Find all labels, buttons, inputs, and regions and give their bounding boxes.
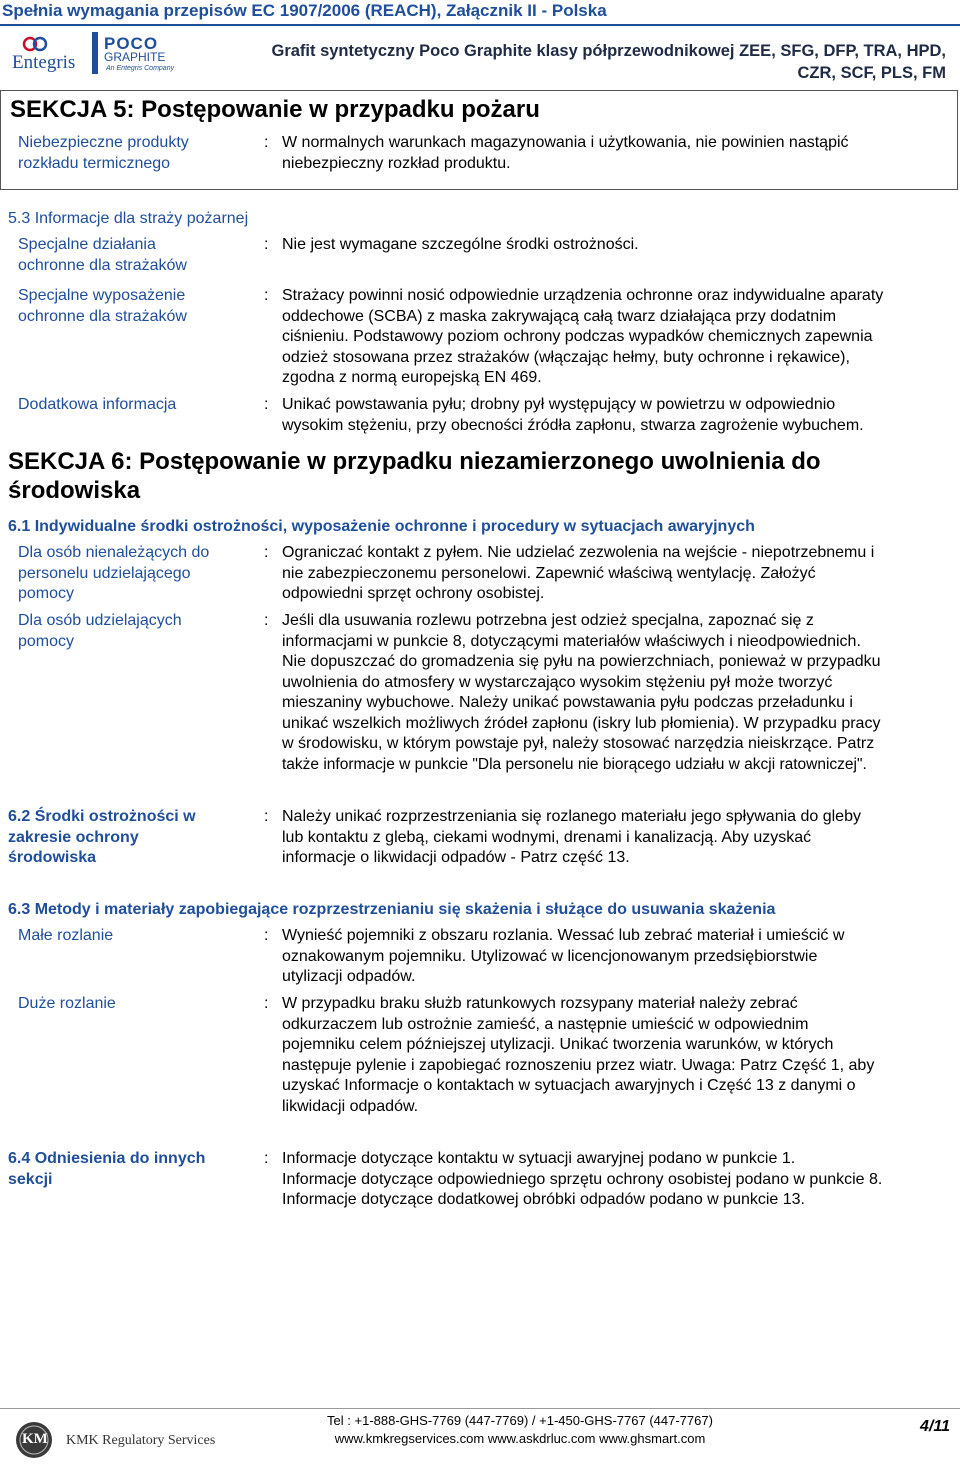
responders-l8: także informacje w punkcie "Dla personelu nie biorącego udziału w akcji ratowniczej". — [282, 755, 867, 773]
hazard-text — [282, 133, 849, 174]
large-spill-label: Duże rozlanie — [18, 995, 116, 1012]
product-title — [186, 40, 946, 84]
kmk-logo — [14, 1420, 224, 1460]
hazard-label-l2: rozkładu termicznego — [18, 154, 171, 172]
s62-label — [8, 807, 196, 869]
colon: : — [264, 544, 269, 561]
entegris-logo — [10, 32, 80, 72]
large-spill-l4: następuje pylenie i zapobiegać roznoszeniu przez wiatr. Uwaga: Patrz Część 1, aby — [282, 1056, 875, 1074]
small-spill-l1: Wynieść pojemniki z obszaru rozlania. Wessać lub zebrać materiał i umieścić w — [282, 927, 845, 944]
entegris-wordmark: Entegris — [12, 52, 76, 73]
s64-text-l2: Informacje dotyczące odpowiedniego sprzętu ochrony osobistej podano w punkcie 8. — [282, 1170, 883, 1188]
special-equipment-l1: Strażacy powinni nosić odpowiednie urządzenia ochronne oraz indywidualne aparaty — [282, 287, 884, 304]
small-spill-l3: utylizacji odpadów. — [282, 968, 416, 985]
footer-tel: Tel : +1-888-GHS-7769 (447-7769) / +1-450-GHS-7767 (447-7767) — [327, 1413, 713, 1428]
responders-l5: mieszaniny wybuchowe. Należy unikać powstawania pyłu podczas przeładunku i — [282, 694, 853, 711]
s64-label-l2: sekcji — [8, 1170, 53, 1188]
special-equipment-label-l1: Specjalne wyposażenie — [18, 287, 186, 304]
kmk-name: KMK Regulatory Services — [66, 1433, 216, 1448]
responders-l7: w środowisku, w którym powstaje pył, należy stosować narzędzia nieiskrzące. Patrz — [282, 735, 875, 752]
large-spill-l1: W przypadku braku służb ratunkowych rozsypany materiał należy zebrać — [282, 995, 798, 1012]
s62-label-l1: 6.2 Środki ostrożności w — [8, 808, 196, 825]
non-emergency-label — [18, 543, 209, 605]
responders-l6: unikać wszelkich możliwych źródeł zapłonu (iskry lub płomienia). W przypadku pracy — [282, 714, 881, 732]
non-emergency-l1: Ograniczać kontakt z pyłem. Nie udzielać zezwolenia na wejście - niepotrzebnemu i — [282, 544, 875, 561]
colon: : — [264, 236, 269, 253]
s62-text-l1: Należy unikać rozprzestrzeniania się rozlanego materiału jego spływania do gleby — [282, 808, 861, 825]
special-equipment-l5: zgodna z normą europejską EN 469. — [282, 369, 542, 386]
s61-title: 6.1 Indywidualne środki ostrożności, wyposażenie ochronne i procedury w sytuacjach awaryjnych — [8, 518, 755, 535]
s64-label — [8, 1149, 205, 1190]
poco-mid: GRAPHITE — [104, 50, 166, 64]
special-actions-text: Nie jest wymagane szczególne środki ostrożności. — [282, 236, 639, 253]
special-actions-label-l2: ochronne dla strażaków — [18, 256, 187, 274]
section5-title: SEKCJA 5: Postępowanie w przypadku pożaru — [10, 96, 540, 123]
colon: : — [264, 396, 269, 413]
additional-text-l1: Unikać powstawania pyłu; drobny pył występujący w powietrzu w odpowiednio — [282, 396, 836, 413]
small-spill-text — [282, 926, 844, 988]
s64-text-l1: Informacje dotyczące kontaktu w sytuacji awaryjnej podano w punkcie 1. — [282, 1150, 796, 1167]
additional-text-l2: wysokim stężeniu, przy obecności źródła zapłonu, stwarza zagrożenie wybuchem. — [282, 416, 864, 434]
colon: : — [264, 927, 269, 944]
hazard-text-l2: niebezpieczny rozkład produktu. — [282, 154, 511, 172]
s62-text — [282, 807, 861, 869]
large-spill-text — [282, 994, 874, 1117]
regulation-title: Spełnia wymagania przepisów EC 1907/2006 (REACH), Załącznik II - Polska — [2, 1, 607, 20]
non-emergency-l2: nie zabezpieczonemu personelowi. Zapewnić właściwą wentylację. Założyć — [282, 564, 816, 582]
special-equipment-label-l2: ochronne dla strażaków — [18, 307, 187, 325]
responders-label-l2: pomocy — [18, 632, 75, 650]
poco-sub: An Entegris Company — [106, 65, 175, 72]
poco-top: POCO — [104, 34, 159, 53]
special-equipment-l3: ciśnieniu. Podstawowy poziom ochrony podczas wypadków chemicznych zapewnia — [282, 328, 873, 345]
special-equipment-text — [282, 286, 883, 389]
product-title-line1: Grafit syntetyczny Poco Graphite klasy półprzewodnikowej ZEE, SFG, DFP, TRA, HPD, — [271, 42, 946, 60]
footer-divider — [0, 1408, 960, 1409]
s64-text — [282, 1149, 882, 1211]
s62-label-l2: zakresie ochrony — [8, 828, 139, 846]
responders-label — [18, 611, 182, 652]
colon: : — [264, 612, 269, 629]
s62-label-l3: środowiska — [8, 849, 97, 866]
large-spill-l5: uzyskać Informacje o kontaktach w sytuacjach awaryjnych i Część 13 z danymi o — [282, 1077, 856, 1094]
responders-text — [282, 611, 881, 775]
hazard-label-l1: Niebezpieczne produkty — [18, 134, 189, 151]
page-number: 4/11 — [920, 1418, 950, 1435]
header-divider — [0, 24, 960, 26]
s64-label-l1: 6.4 Odniesienia do innych — [8, 1150, 206, 1167]
colon: : — [264, 134, 269, 151]
s64-text-l3: Informacje dotyczące dodatkowej obróbki odpadów podano w punkcie 13. — [282, 1191, 805, 1208]
hazard-text-l1: W normalnych warunkach magazynowania i użytkowania, nie powinien nastąpić — [282, 134, 849, 151]
special-equipment-l2: oddechowe (SCBA) z maska zakrywającą całą twarz działająca przy dodatnim — [282, 307, 837, 325]
non-emergency-text — [282, 543, 874, 605]
s62-text-l3: informacje o likwidacji odpadów - Patrz część 13. — [282, 849, 630, 866]
product-title-line2: CZR, SCF, PLS, FM — [797, 64, 946, 82]
special-actions-label-l1: Specjalne działania — [18, 236, 156, 253]
top-bar — [0, 0, 960, 24]
additional-text — [282, 395, 864, 436]
s62-text-l2: lub kontaktu z glebą, ciekami wodnymi, drenami i kanalizacją. Aby uzyskać — [282, 828, 812, 846]
responders-l2: informacjami w punkcie 8, dotyczącymi materiałów właściwych i nieodpowiednich. — [282, 632, 861, 650]
non-emergency-label-l2: personelu udzielającego — [18, 564, 191, 582]
footer-contact — [300, 1412, 740, 1448]
additional-label: Dodatkowa informacja — [18, 396, 177, 413]
section6-title-l1: SEKCJA 6: Postępowanie w przypadku niezamierzonego uwolnienia do — [8, 448, 821, 475]
non-emergency-label-l1: Dla osób nienależących do — [18, 544, 210, 561]
kmk-mark: KM — [22, 1431, 48, 1447]
special-equipment-label — [18, 286, 187, 327]
colon: : — [264, 1150, 269, 1167]
small-spill-l2: oznakowanym pojemniku. Utylizować w licencjonowanym przedsiębiorstwie — [282, 947, 818, 965]
hazard-label — [18, 133, 189, 174]
section6-title-l2: środowiska — [8, 477, 141, 504]
responders-l3: Nie dopuszczać do gromadzenia się pyłu na powierzchniach, ponieważ w przypadku — [282, 653, 881, 670]
non-emergency-l3: odpowiedni sprzęt ochrony osobistej. — [282, 585, 545, 602]
responders-label-l1: Dla osób udzielających — [18, 612, 182, 629]
large-spill-l3: pojemniku celem późniejszej utylizacji. Unikać tworzenia warunków, w których — [282, 1036, 834, 1053]
colon: : — [264, 287, 269, 304]
special-equipment-l4: odzież stosowana przez strażaków (włączając hełmy, buty ochronne i rękawice), — [282, 348, 850, 366]
responders-l1: Jeśli dla usuwania rozlewu potrzebna jest odzież specjalna, zapoznać się z — [282, 612, 814, 629]
non-emergency-label-l3: pomocy — [18, 585, 75, 602]
special-actions-label — [18, 235, 187, 276]
colon: : — [264, 995, 269, 1012]
responders-l4: uwolnienia do atmosfery w wystarczająco wysokim stężeniu pył może tworzyć — [282, 673, 833, 691]
small-spill-label: Małe rozlanie — [18, 927, 114, 944]
large-spill-l2: odkurzaczem lub ostrożnie zamieść, a następnie umieścić w odpowiednim — [282, 1015, 809, 1033]
colon: : — [264, 808, 269, 825]
section6-title — [8, 447, 821, 505]
s63-title: 6.3 Metody i materiały zapobiegające rozprzestrzenianiu się skażenia i służące do usuwania skażenia — [8, 901, 776, 918]
poco-bar — [92, 32, 98, 74]
s53-title: 5.3 Informacje dla straży pożarnej — [8, 210, 249, 227]
large-spill-l6: likwidacji odpadów. — [282, 1097, 419, 1115]
footer-web[interactable]: www.kmkregservices.com www.askdrluc.com www.ghsmart.com — [334, 1431, 706, 1446]
